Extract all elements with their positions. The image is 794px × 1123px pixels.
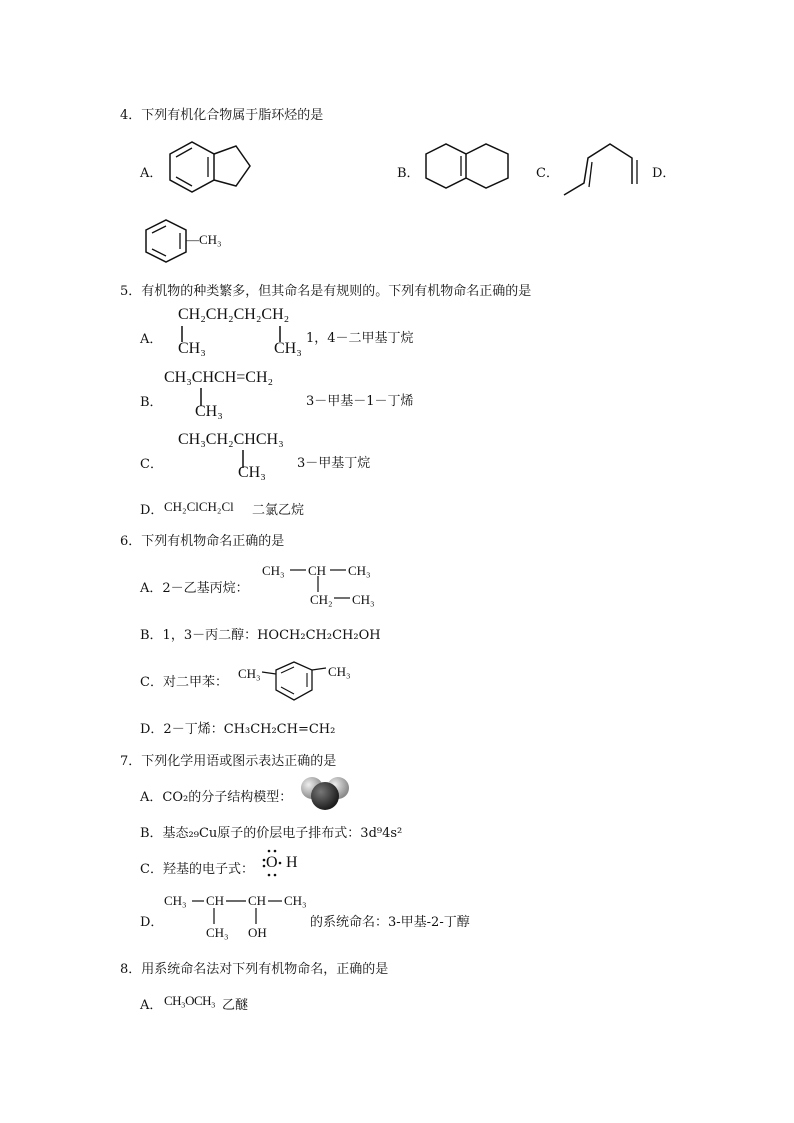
q7-d-ch-1: CH bbox=[206, 893, 225, 908]
question-7-stem: 7．下列化学用语或图示表达正确的是 bbox=[120, 754, 337, 769]
q5-option-b-label: B． bbox=[140, 395, 163, 410]
q5-b-main-chain: CH₃CHCH=CH₂ bbox=[164, 369, 274, 386]
q6-option-b: B．1，3－丙二醇：HOCH₂CH₂CH₂OH bbox=[140, 628, 381, 643]
hydroxyl-oxygen: O bbox=[266, 854, 278, 871]
q5-a-methyl-2: CH₃ bbox=[274, 340, 302, 357]
question-4-stem: 4．下列有机化合物属于脂环烃的是 bbox=[120, 108, 324, 123]
question-8-stem: 8．用系统命名法对下列有机物命名，正确的是 bbox=[120, 962, 389, 977]
q7-d-name: 的系统命名：3-甲基-2-丁醇 bbox=[310, 915, 470, 930]
q7-d-oh: OH bbox=[248, 925, 267, 940]
toluene-methyl: —CH₃ bbox=[186, 232, 222, 247]
q7-d-ch-2: CH bbox=[248, 893, 267, 908]
q6-c-ch3-right: CH₃ bbox=[328, 664, 351, 679]
q5-option-a-label: A． bbox=[140, 332, 163, 347]
q5-a-main-chain: CH₂CH₂CH₂CH₂ bbox=[178, 306, 290, 323]
q7-d-ch3-sub: CH₃ bbox=[206, 925, 229, 940]
question-5-stem: 5．有机物的种类繁多，但其命名是有规则的。下列有机物命名正确的是 bbox=[120, 284, 532, 299]
diene-chain-structure bbox=[562, 140, 642, 198]
q4-option-c-label: C． bbox=[536, 166, 559, 181]
q6-option-d: D．2－丁烯：CH₃CH₂CH=CH₂ bbox=[140, 722, 336, 737]
q6-a-ch2: CH₂ bbox=[310, 592, 333, 607]
question-6-stem: 6．下列有机物命名正确的是 bbox=[120, 534, 285, 549]
co2-space-filling-model bbox=[298, 774, 354, 812]
q8-a-name: 乙醚 bbox=[222, 998, 249, 1013]
q4-option-a-label: A． bbox=[140, 166, 163, 181]
q5-a-methyl-1: CH₃ bbox=[178, 340, 206, 357]
q7-d-ch3-2: CH₃ bbox=[284, 893, 307, 908]
q5-option-d-label: D． bbox=[140, 503, 164, 518]
q5-b-methyl: CH₃ bbox=[195, 403, 223, 420]
indane-structure bbox=[166, 140, 256, 196]
octahydronaphthalene-structure bbox=[424, 142, 514, 192]
q6-a-ch3-bottom: CH₃ bbox=[352, 592, 375, 607]
q7-d-bonds bbox=[190, 890, 290, 926]
q5-c-name: 3－甲基丁烷 bbox=[297, 456, 371, 471]
q5-b-name: 3－甲基－1－丁烯 bbox=[306, 394, 414, 409]
q5-a-name: 1，4－二甲基丁烷 bbox=[306, 331, 414, 346]
hydroxyl-hydrogen: H bbox=[286, 854, 298, 871]
q5-d-formula: CH₂ClCH₂Cl bbox=[164, 499, 234, 514]
q7-option-c-label: C．羟基的电子式： bbox=[140, 862, 254, 877]
q6-option-c-label: C．对二甲苯： bbox=[140, 675, 228, 690]
q8-a-formula: CH₃OCH₃ bbox=[164, 993, 216, 1008]
q6-c-ch3-left: CH₃ bbox=[238, 666, 261, 681]
q5-c-methyl: CH₃ bbox=[238, 464, 266, 481]
q7-option-d-label: D． bbox=[140, 915, 164, 930]
q6-a-ch3-right: CH₃ bbox=[348, 563, 371, 578]
q6-a-ch3-left: CH₃ bbox=[262, 563, 285, 578]
q8-option-a-label: A． bbox=[140, 998, 163, 1013]
q7-option-a-label: A．CO₂的分子结构模型： bbox=[140, 790, 293, 805]
toluene-ring bbox=[142, 218, 192, 264]
q5-c-main-chain: CH₃CH₂CHCH₃ bbox=[178, 431, 284, 448]
q7-d-ch3-1: CH₃ bbox=[164, 893, 187, 908]
q6-option-a-label: A．2－乙基丙烷： bbox=[140, 581, 249, 596]
q4-option-d-label: D． bbox=[652, 166, 676, 181]
q6-a-ch: CH bbox=[308, 563, 327, 578]
q5-d-name: 二氯乙烷 bbox=[252, 503, 305, 518]
q7-option-b: B．基态₂₉Cu原子的价层电子排布式：3d⁹4s² bbox=[140, 826, 403, 841]
q4-option-b-label: B． bbox=[397, 166, 420, 181]
q5-option-c-label: C． bbox=[140, 457, 163, 472]
